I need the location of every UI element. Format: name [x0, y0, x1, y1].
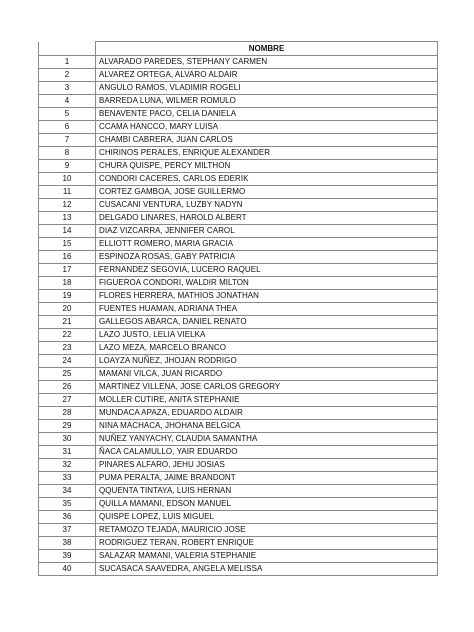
student-name-cell: MAMANI VILCA, JUAN RICARDO — [96, 368, 438, 381]
student-name-cell: CHAMBI CABRERA, JUAN CARLOS — [96, 134, 438, 147]
student-name-cell: CONDORI CACERES, CARLOS EDERIK — [96, 173, 438, 186]
table-row — [39, 550, 438, 563]
student-list-sheet — [38, 41, 437, 576]
table-body — [39, 56, 438, 576]
student-name-cell: NUÑEZ YANYACHY, CLAUDIA SAMANTHA — [96, 433, 438, 446]
row-number-cell: 10 — [39, 173, 96, 186]
row-number-cell: 5 — [39, 108, 96, 121]
table-row — [39, 459, 438, 472]
row-number-cell: 27 — [39, 394, 96, 407]
row-number-cell: 26 — [39, 381, 96, 394]
student-name-cell: LAZO JUSTO, LELIA VIELKA — [96, 329, 438, 342]
student-name-cell: SALAZAR MAMANI, VALERIA STEPHANIE — [96, 550, 438, 563]
student-name-cell: MUNDACA APAZA, EDUARDO ALDAIR — [96, 407, 438, 420]
table-row — [39, 407, 438, 420]
student-name-cell: CUSACANI VENTURA, LUZBY NADYN — [96, 199, 438, 212]
student-name-cell: FIGUEROA CONDORI, WALDIR MILTON — [96, 277, 438, 290]
row-number-cell: 14 — [39, 225, 96, 238]
row-number-cell: 34 — [39, 485, 96, 498]
table-row — [39, 524, 438, 537]
student-name-cell: PINARES ALFARO, JEHU JOSIAS — [96, 459, 438, 472]
row-number-cell: 12 — [39, 199, 96, 212]
student-name-cell: CHIRINOS PERALES, ENRIQUE ALEXANDER — [96, 147, 438, 160]
table-row — [39, 446, 438, 459]
row-number-cell: 13 — [39, 212, 96, 225]
row-number-cell: 40 — [39, 563, 96, 576]
table-row — [39, 472, 438, 485]
table-row — [39, 433, 438, 446]
row-number-cell: 36 — [39, 511, 96, 524]
student-table — [38, 41, 438, 576]
table-row — [39, 251, 438, 264]
table-row — [39, 563, 438, 576]
row-number-cell: 24 — [39, 355, 96, 368]
row-number-cell: 22 — [39, 329, 96, 342]
table-row — [39, 173, 438, 186]
student-name-cell: NINA MACHACA, JHOHANA BELGICA — [96, 420, 438, 433]
student-name-cell: CHURA QUISPE, PERCY MILTHON — [96, 160, 438, 173]
student-name-cell: RODRIGUEZ TERAN, ROBERT ENRIQUE — [96, 537, 438, 550]
row-number-cell: 39 — [39, 550, 96, 563]
row-number-cell: 8 — [39, 147, 96, 160]
table-row — [39, 186, 438, 199]
student-name-cell: CORTEZ GAMBOA, JOSE GUILLERMO — [96, 186, 438, 199]
student-name-cell: DELGADO LINARES, HAROLD ALBERT — [96, 212, 438, 225]
table-row — [39, 355, 438, 368]
student-name-cell: ESPINOZA ROSAS, GABY PATRICIA — [96, 251, 438, 264]
student-name-cell: LAZO MEZA, MARCELO BRANCO — [96, 342, 438, 355]
table-row — [39, 420, 438, 433]
table-row — [39, 277, 438, 290]
row-number-cell: 16 — [39, 251, 96, 264]
row-number-cell: 1 — [39, 56, 96, 69]
row-number-cell: 28 — [39, 407, 96, 420]
row-number-cell: 2 — [39, 69, 96, 82]
header-name-cell: NOMBRE — [96, 42, 438, 56]
student-name-cell: MOLLER CUTIRE, ANITA STEPHANIE — [96, 394, 438, 407]
student-name-cell: FERNANDEZ SEGOVIA, LUCERO RAQUEL — [96, 264, 438, 277]
row-number-cell: 18 — [39, 277, 96, 290]
row-number-cell: 6 — [39, 121, 96, 134]
row-number-cell: 20 — [39, 303, 96, 316]
table-row — [39, 95, 438, 108]
student-name-cell: BENAVENTE PACO, CELIA DANIELA — [96, 108, 438, 121]
student-name-cell: PUMA PERALTA, JAIME BRANDONT — [96, 472, 438, 485]
row-number-cell: 33 — [39, 472, 96, 485]
table-row — [39, 56, 438, 69]
row-number-cell: 38 — [39, 537, 96, 550]
table-row — [39, 303, 438, 316]
table-row — [39, 264, 438, 277]
student-name-cell: SUCASACA SAAVEDRA, ANGELA MELISSA — [96, 563, 438, 576]
table-row — [39, 147, 438, 160]
row-number-cell: 7 — [39, 134, 96, 147]
row-number-cell: 31 — [39, 446, 96, 459]
table-row — [39, 134, 438, 147]
row-number-cell: 23 — [39, 342, 96, 355]
student-name-cell: ALVAREZ ORTEGA, ALVARO ALDAIR — [96, 69, 438, 82]
student-name-cell: GALLEGOS ABARCA, DANIEL RENATO — [96, 316, 438, 329]
row-number-cell: 4 — [39, 95, 96, 108]
row-number-cell: 17 — [39, 264, 96, 277]
table-row — [39, 69, 438, 82]
row-number-cell: 15 — [39, 238, 96, 251]
table-row — [39, 511, 438, 524]
table-row — [39, 290, 438, 303]
student-name-cell: ANGULO RAMOS, VLADIMIR ROGELI — [96, 82, 438, 95]
table-row — [39, 394, 438, 407]
row-number-cell: 11 — [39, 186, 96, 199]
student-name-cell: ALVARADO PAREDES, STEPHANY CARMEN — [96, 56, 438, 69]
row-number-cell: 30 — [39, 433, 96, 446]
table-row — [39, 121, 438, 134]
student-name-cell: FLORES HERRERA, MATHIOS JONATHAN — [96, 290, 438, 303]
student-name-cell: ELLIOTT ROMERO, MARIA GRACIA — [96, 238, 438, 251]
student-name-cell: BARREDA LUNA, WILMER ROMULO — [96, 95, 438, 108]
table-row — [39, 160, 438, 173]
table-row — [39, 537, 438, 550]
student-name-cell: DIAZ VIZCARRA, JENNIFER CAROL — [96, 225, 438, 238]
table-row — [39, 199, 438, 212]
table-row — [39, 342, 438, 355]
row-number-cell: 3 — [39, 82, 96, 95]
table-row — [39, 238, 438, 251]
student-name-cell: LOAYZA NUÑEZ, JHOJAN RODRIGO — [96, 355, 438, 368]
row-number-cell: 19 — [39, 290, 96, 303]
table-row — [39, 498, 438, 511]
table-row — [39, 82, 438, 95]
student-name-cell: ÑACA CALAMULLO, YAIR EDUARDO — [96, 446, 438, 459]
table-row — [39, 316, 438, 329]
row-number-cell: 9 — [39, 160, 96, 173]
table-row — [39, 225, 438, 238]
row-number-cell: 37 — [39, 524, 96, 537]
student-name-cell: QUISPE LOPEZ, LUIS MIGUEL — [96, 511, 438, 524]
student-name-cell: MARTINEZ VILLENA, JOSE CARLOS GREGORY — [96, 381, 438, 394]
table-row — [39, 108, 438, 121]
table-row — [39, 329, 438, 342]
student-name-cell: CCAMA HANCCO, MARY LUISA — [96, 121, 438, 134]
student-name-cell: QUILLA MAMANI, EDSON MANUEL — [96, 498, 438, 511]
student-name-cell: RETAMOZO TEJADA, MAURICIO JOSE — [96, 524, 438, 537]
student-name-cell: FUENTES HUAMAN, ADRIANA THEA — [96, 303, 438, 316]
header-number-cell — [39, 42, 96, 56]
row-number-cell: 32 — [39, 459, 96, 472]
row-number-cell: 21 — [39, 316, 96, 329]
student-name-cell: QQUENTA TINTAYA, LUIS HERNAN — [96, 485, 438, 498]
row-number-cell: 25 — [39, 368, 96, 381]
table-row — [39, 368, 438, 381]
row-number-cell: 35 — [39, 498, 96, 511]
table-row — [39, 381, 438, 394]
row-number-cell: 29 — [39, 420, 96, 433]
table-header-row — [39, 42, 438, 56]
table-row — [39, 212, 438, 225]
table-row — [39, 485, 438, 498]
